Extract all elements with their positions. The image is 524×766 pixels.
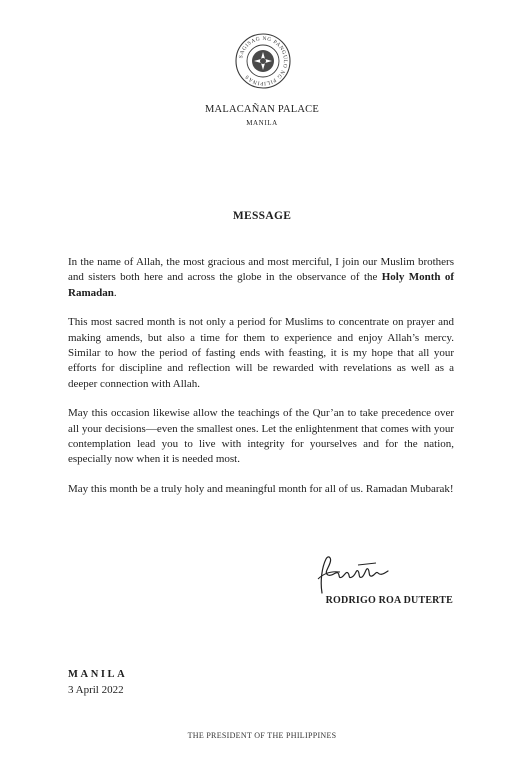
message-body <box>68 255 454 511</box>
letterhead-palace: MALACAÑAN PALACE <box>205 104 319 115</box>
letterhead-city: MANILA <box>246 119 278 127</box>
presidential-seal-logo <box>235 33 291 89</box>
paragraph-3: May this occasion likewise allow the teachings of the Qur’an to take precedence over all your decisions—even the smallest ones. Let the enlightenment that comes with your contemplation lead you to live with integrity for yourselves and for the nation, especially now when it is needed most. <box>68 407 454 466</box>
footer-title: THE PRESIDENT OF THE PHILIPPINES <box>187 731 337 740</box>
paragraph-2: This most sacred month is not only a period for Muslims to concentrate on prayer and making amends, but also a time for them to experience and enjoy Allah’s mercy. Similar to how the period of fasting ends with feasting, it is my hope that all your efforts for discipline and reflection will be rewarded with revelations as well as a deeper connection with Allah. <box>68 316 454 390</box>
emphasis-ramadan: Holy Month of Ramadan <box>68 271 454 299</box>
signer-name: RODRIGO ROA DUTERTE <box>325 595 453 606</box>
message-heading: MESSAGE <box>232 210 292 222</box>
svg-text:SAGISAG NG PANGULO NG PILIPINA: SAGISAG NG PANGULO NG PILIPINAS <box>238 35 289 87</box>
issue-date: 3 April 2022 <box>68 684 124 696</box>
paragraph-1: In the name of Allah, the most gracious and most merciful, I join our Muslim brothers and sisters both here and across the globe in the observance of the Holy Month of Ramadan. <box>68 256 454 299</box>
handwritten-signature <box>312 553 392 595</box>
paragraph-4: May this month be a truly holy and meaningful month for all of us. Ramadan Mubarak! <box>68 482 454 495</box>
issue-place: MANILA <box>68 669 128 680</box>
